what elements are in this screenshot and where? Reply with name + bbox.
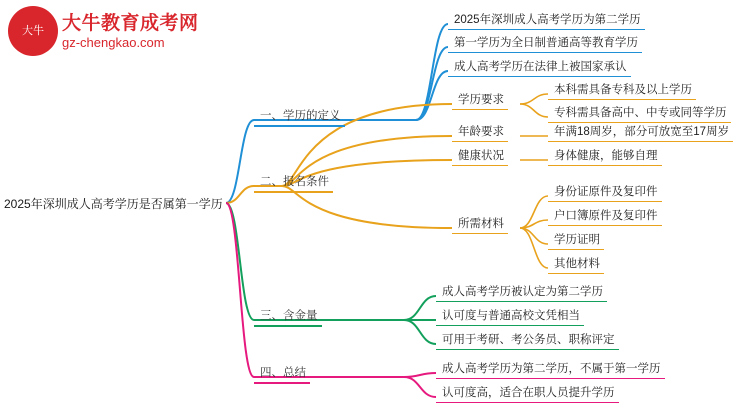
branch-2-group-3-leaf-1[interactable]: 身体健康，能够自理 — [548, 147, 662, 166]
branch-4-label[interactable]: 四、总结 — [254, 364, 310, 384]
branch-4-leaf-2[interactable]: 认可度高，适合在职人员提升学历 — [436, 384, 619, 403]
branch-3-label[interactable]: 三、含金量 — [254, 307, 322, 327]
branch-2-group-1-label[interactable]: 学历要求 — [452, 91, 508, 110]
branch-2-group-2-leaf-1[interactable]: 年满18周岁，部分可放宽至17周岁 — [548, 123, 733, 142]
branch-4-leaf-1[interactable]: 成人高考学历为第二学历，不属于第一学历 — [436, 360, 665, 379]
branch-1-leaf-1[interactable]: 2025年深圳成人高考学历为第二学历 — [448, 11, 645, 30]
branch-2-group-1-leaf-2[interactable]: 专科需具备高中、中专或同等学历 — [548, 104, 731, 123]
branch-2-group-1-leaf-1[interactable]: 本科需具备专科及以上学历 — [548, 81, 696, 100]
branch-3-leaf-1[interactable]: 成人高考学历被认定为第二学历 — [436, 283, 607, 302]
logo-badge-text: 大牛 — [22, 25, 44, 37]
branch-2-label[interactable]: 二、报名条件 — [254, 173, 333, 193]
logo-subtitle: gz-chengkao.com — [62, 35, 165, 50]
branch-2-group-4-leaf-4[interactable]: 其他材料 — [548, 255, 604, 274]
branch-1-leaf-2[interactable]: 第一学历为全日制普通高等教育学历 — [448, 34, 642, 53]
branch-2-group-4-leaf-1[interactable]: 身份证原件及复印件 — [548, 183, 662, 202]
branch-3-leaf-3[interactable]: 可用于考研、考公务员、职称评定 — [436, 331, 619, 350]
branch-2-group-4-leaf-3[interactable]: 学历证明 — [548, 231, 604, 250]
logo-title: 大牛教育成考网 — [62, 13, 199, 34]
branch-2-group-4-leaf-2[interactable]: 户口簿原件及复印件 — [548, 207, 662, 226]
branch-1-leaf-3[interactable]: 成人高考学历在法律上被国家承认 — [448, 58, 631, 77]
branch-2-group-2-label[interactable]: 年龄要求 — [452, 123, 508, 142]
branch-3-leaf-2[interactable]: 认可度与普通高校文凭相当 — [436, 307, 584, 326]
mindmap-root: 2025年深圳成人高考学历是否属第一学历 — [4, 196, 223, 211]
branch-1-label[interactable]: 一、学历的定义 — [254, 107, 345, 127]
branch-2-group-3-label[interactable]: 健康状况 — [452, 147, 508, 166]
branch-2-group-4-label[interactable]: 所需材料 — [452, 215, 508, 234]
